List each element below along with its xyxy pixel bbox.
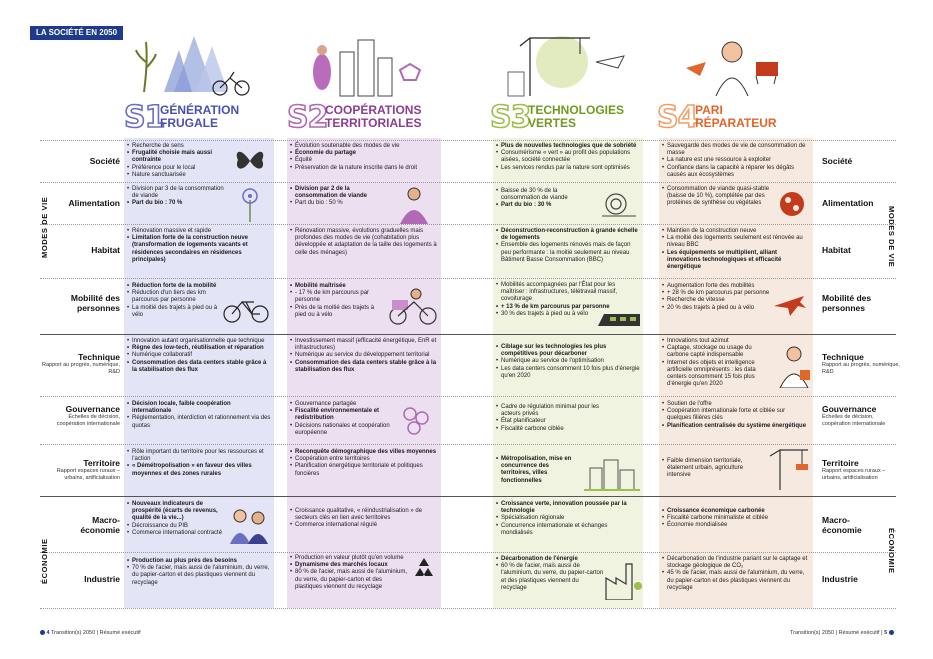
- row-label-macroeconomie: Macro-économie: [822, 515, 862, 535]
- row-label-alimentation: Alimentation: [68, 198, 120, 208]
- scenario-heading-s2: [287, 100, 447, 136]
- page-dot: [40, 630, 45, 635]
- scenario-title: PARI RÉPARATEUR: [695, 103, 777, 130]
- cell-s3-societe: • Plus de nouvelles technologies que de sobriété • Consumérisme « vert » au profit des populations aisées, société connectée • Les services rendus par la nature sont optimisés: [496, 143, 640, 172]
- cell-s1-gouvernance: • Décision locale, faible coopération internationale • Réglementation, interdiction et rationnement via des quotas: [127, 401, 271, 430]
- scenario-number: S1: [124, 100, 165, 135]
- section-label-economie: ÉCONOMIE: [887, 528, 896, 574]
- row-divider: [40, 608, 896, 609]
- plane-icon: [772, 288, 806, 318]
- row-divider: [40, 552, 896, 553]
- row-divider: [40, 140, 896, 141]
- scenario-heading-s3: [490, 100, 650, 136]
- footer-subtitle: Résumé exécutif: [838, 630, 880, 636]
- footer-title: Transition(s) 2050: [790, 630, 835, 636]
- cell-s3-industrie: • Décarbonation de l'énergie • 60 % de l'acier, mais aussi de l'aluminium, du verre, du papier-carton et des plastiques viennent du recyclage: [496, 556, 606, 592]
- cell-s1-mobilite: • Réduction forte de la mobilité • Réduction d'un tiers des km parcourus par personne • La moitié des trajets à pied ou à vélo: [127, 283, 227, 319]
- row-label-territoire: Territoire Rapport espaces ruraux – urbains, artificialisation: [822, 458, 886, 481]
- footer-right: Transition(s) 2050 | Résumé exécutif | 5: [790, 630, 894, 636]
- cell-s3-macroeconomie: • Croissance verte, innovation poussée par la technologie • Spécialisation régionale • Concurrence internationale et échanges mondialisés: [496, 501, 640, 537]
- row-label-mobilite: Mobilité des personnes: [822, 293, 872, 313]
- scenario-number: S3: [490, 100, 531, 135]
- row-label-technique: Technique Rapport au progrès, numérique, R&D: [822, 352, 900, 375]
- crane-icon: [766, 446, 810, 490]
- cell-s4-macroeconomie: • Croissance économique carbonée • Fiscalité carbone minimaliste et ciblée • Économie mondialisée: [662, 508, 810, 530]
- crane-icon: [500, 32, 630, 98]
- cell-s1-alimentation: • Division par 3 de la consommation de viande • Part du bio : 70 %: [127, 186, 227, 208]
- cell-s2-technique: • Investissement massif (efficacité énergétique, EnR et infrastructures) • Numérique au service du développement territorial • Consommation des data centers stable grâce à la stabilisation des flux: [290, 338, 438, 374]
- cell-s2-habitat: • Rénovation massive, évolutions graduelles mais profondes des modes de vie (cohabitation plus développée et adaptation de la taille des logements à celle des ménages): [290, 228, 438, 257]
- cell-s4-societe: • Sauvegarde des modes de vie de consommation de masse • La nature est une ressource à exploiter • Confiance dans la capacité à réparer les dégâts causés aux écosystèmes: [662, 143, 810, 179]
- cell-s3-alimentation: • Baisse de 30 % de la consommation de viande • Part du bio : 30 %: [496, 188, 596, 210]
- cell-s1-macroeconomie: • Nouveaux indicateurs de prospérité (écarts de revenus, qualité de la vie...) • Décroissance du PIB • Commerce international contracté: [127, 501, 227, 537]
- row-label-societe: Société: [89, 156, 120, 166]
- cell-s2-gouvernance: • Gouvernance partagée • Fiscalité environnementale et redistribution • Décisions nationales et coopération européenne: [290, 401, 395, 437]
- cell-s3-mobilite: • Mobilités accompagnées par l'État pour les maîtriser : infrastructures, télétravail massif, covoiturage • + 13 % de km parcourus par personne • 30 % des trajets à pied ou à vélo: [496, 282, 640, 318]
- row-divider: [40, 224, 896, 225]
- cell-s1-industrie: • Production au plus près des besoins • 70 % de l'acier, mais aussi de l'aluminium, du verre, du papier-carton et des plastiques viennent du recyclage: [127, 558, 271, 587]
- cell-s4-alimentation: • Consommation de viande quasi-stable (baisse de 10 %), complétée par des protéines de synthèse ou végétales: [662, 186, 772, 208]
- scenario-heading-s1: [124, 100, 274, 136]
- cell-s4-territoire: • Faible dimension territoriale, étalement urbain, agriculture intensive: [662, 458, 762, 480]
- row-divider: [40, 396, 896, 397]
- cell-s2-societe: • Évolution soutenable des modes de vie • Économie du partage • Équité • Préservation de la nature inscrite dans le droit: [290, 143, 438, 172]
- page-number: 5: [884, 630, 888, 636]
- flower-cluster-icon: [398, 402, 434, 438]
- cell-s1-technique: • Innovation autant organisationnelle que technique • Règne des low-tech, réutilisation et réparation • Numérique collaboratif • Consommation des data centers stable grâce à la stabilisation des flux: [127, 338, 271, 374]
- cell-s1-territoire: • Rôle important du territoire pour les ressources et l'action • « Démétropolisation » en faveur des villes moyennes et des zones rurales: [127, 449, 271, 478]
- page-dot: [889, 630, 894, 635]
- cell-s4-habitat: • Maintien de la construction neuve • La moitié des logements seulement est rénovée au niveau BBC • Les équipements se multiplient, alliant innovations technologiques et efficacité énergétique: [662, 228, 810, 271]
- page-number: 4: [46, 630, 50, 636]
- row-label-territoire: Territoire Rapport espaces ruraux – urbains, artificialisation: [56, 458, 120, 481]
- footer-left: 4 Transition(s) 2050 | Résumé exécutif: [40, 630, 141, 636]
- city-icon: [300, 32, 430, 98]
- cell-s1-societe: • Recherche de sens • Frugalité choisie mais aussi contrainte • Préférence pour le local • Nature sanctuarisée: [127, 143, 229, 179]
- cell-s3-technique: • Ciblage sur les technologies les plus compétitives pour décarboner • Numérique au service de l'optimisation • Les data centers consomment 10 fois plus d'énergie qu'en 2020: [496, 344, 640, 380]
- cell-s4-technique: • Innovations tout azimut • Captage, stockage ou usage du carbone capté indispensable • Internet des objets et intelligence artificielle omniprésents : les data centers consomment 15 fois plus d'énergie qu'en 2020: [662, 338, 774, 388]
- cell-s2-mobilite: • Mobilité maîtrisée • - 17 % de km parcourus par personne • Près de la moitié des trajets à pied ou à vélo: [290, 283, 386, 319]
- footer-title: Transition(s) 2050: [51, 630, 96, 636]
- bicycle-icon: [222, 296, 270, 324]
- cell-s2-territoire: • Reconquête démographique des villes moyennes • Coopération entre territoires • Planification énergétique territoriale et politiques foncières: [290, 449, 438, 478]
- recycle-icon: [412, 556, 436, 580]
- row-label-macroeconomie: Macro-économie: [80, 515, 120, 535]
- butterfly-icon: [232, 144, 268, 178]
- section-label-modes-de-vie: MODES DE VIE: [887, 206, 896, 268]
- section-label-modes-de-vie: MODES DE VIE: [40, 196, 49, 258]
- cell-s3-gouvernance: • Cadre de régulation minimal pour les acteurs privés • État planificateur • Fiscalité carbone ciblée: [496, 404, 616, 433]
- flower-icon: [232, 186, 268, 222]
- scenario-number: S4: [657, 100, 698, 135]
- row-label-alimentation: Alimentation: [822, 198, 874, 208]
- city-block-icon: [584, 450, 640, 492]
- scenario-title: TECHNOLOGIES VERTES: [528, 103, 625, 130]
- snail-icon: [598, 186, 640, 220]
- factory-icon: [602, 556, 642, 600]
- row-label-habitat: Habitat: [822, 245, 851, 255]
- row-divider: [40, 444, 896, 445]
- row-label-mobilite: Mobilité des personnes: [70, 293, 120, 313]
- scenario-title: GÉNÉRATION FRUGALE: [160, 103, 240, 130]
- scenario-heading-s4: [657, 100, 817, 136]
- scenario-title: COOPÉRATIONS TERRITORIALES: [325, 103, 422, 130]
- row-label-industrie: Industrie: [84, 574, 120, 584]
- row-label-industrie: Industrie: [822, 574, 858, 584]
- row-label-societe: Société: [822, 156, 853, 166]
- row-label-habitat: Habitat: [91, 245, 120, 255]
- section-divider: [40, 496, 896, 497]
- row-label-gouvernance: Gouvernance Échelles de décision, coopération internationale: [822, 404, 886, 427]
- cell-s4-gouvernance: • Soutien de l'offre • Coopération internationale forte et ciblée sur quelques filières clés • Planification centralisée du système énergétique: [662, 401, 810, 430]
- cell-s2-alimentation: • Division par 2 de la consommation de viande • Part du bio : 50 %: [290, 186, 390, 208]
- people-icon: [226, 504, 270, 548]
- footer-subtitle: Résumé exécutif: [99, 630, 141, 636]
- cell-s4-industrie: • Décarbonation de l'industrie pariant sur le captage et stockage géologique de CO₂ • 45 % de l'acier, mais aussi de l'aluminium, du verre, du papier-carton et des plastiques viennent du recyclage: [662, 556, 810, 592]
- cargo-bike-icon: [388, 286, 438, 326]
- train-icon: [596, 308, 642, 332]
- cell-s2-macroeconomie: • Croissance qualitative, « réindustrialisation » de secteurs clés en lien avec territoires • Commerce international régulé: [290, 508, 438, 530]
- technician-icon: [776, 344, 812, 388]
- row-label-technique: Technique Rapport au progrès, numérique, R&D: [42, 352, 120, 375]
- section-label-economie: ÉCONOMIE: [40, 538, 49, 584]
- food-icon: [774, 186, 812, 222]
- person-icon: [392, 186, 436, 224]
- row-label-gouvernance: Gouvernance Échelles de décision, coopération internationale: [56, 404, 120, 427]
- forest-icon: [134, 32, 254, 98]
- section-tag: LA SOCIÉTÉ EN 2050: [30, 26, 123, 40]
- cell-s3-habitat: • Déconstruction-reconstruction à grande échelle de logements • Ensemble des logements rénovés mais de façon peu performante : la moitié seulement au niveau Bâtiment Basse Consommation (BBC): [496, 228, 640, 264]
- scenario-number: S2: [287, 100, 328, 135]
- cell-s4-mobilite: • Augmentation forte des mobilités • + 28 % de km parcourus par personne • Recherche de vitesse • 20 % des trajets à pied ou à vélo: [662, 283, 810, 312]
- row-divider: [40, 182, 896, 183]
- cell-s2-industrie: • Production en valeur plutôt qu'en volume • Dynamisme des marchés locaux • 80 % de l'acier, mais aussi de l'aluminium, du verre, du papier-carton et des plastiques viennent du recyclage: [290, 555, 408, 591]
- row-divider: [40, 278, 896, 279]
- section-divider: [40, 334, 896, 335]
- cell-s3-territoire: • Métropolisation, mise en concurrence des territoires, villes fonctionnelles: [496, 456, 576, 485]
- cell-s1-habitat: • Rénovation massive et rapide • Limitation forte de la construction neuve (transformation de logements vacants et résidences secondaires en résidences principales): [127, 228, 271, 264]
- person-chef-icon: [672, 32, 792, 98]
